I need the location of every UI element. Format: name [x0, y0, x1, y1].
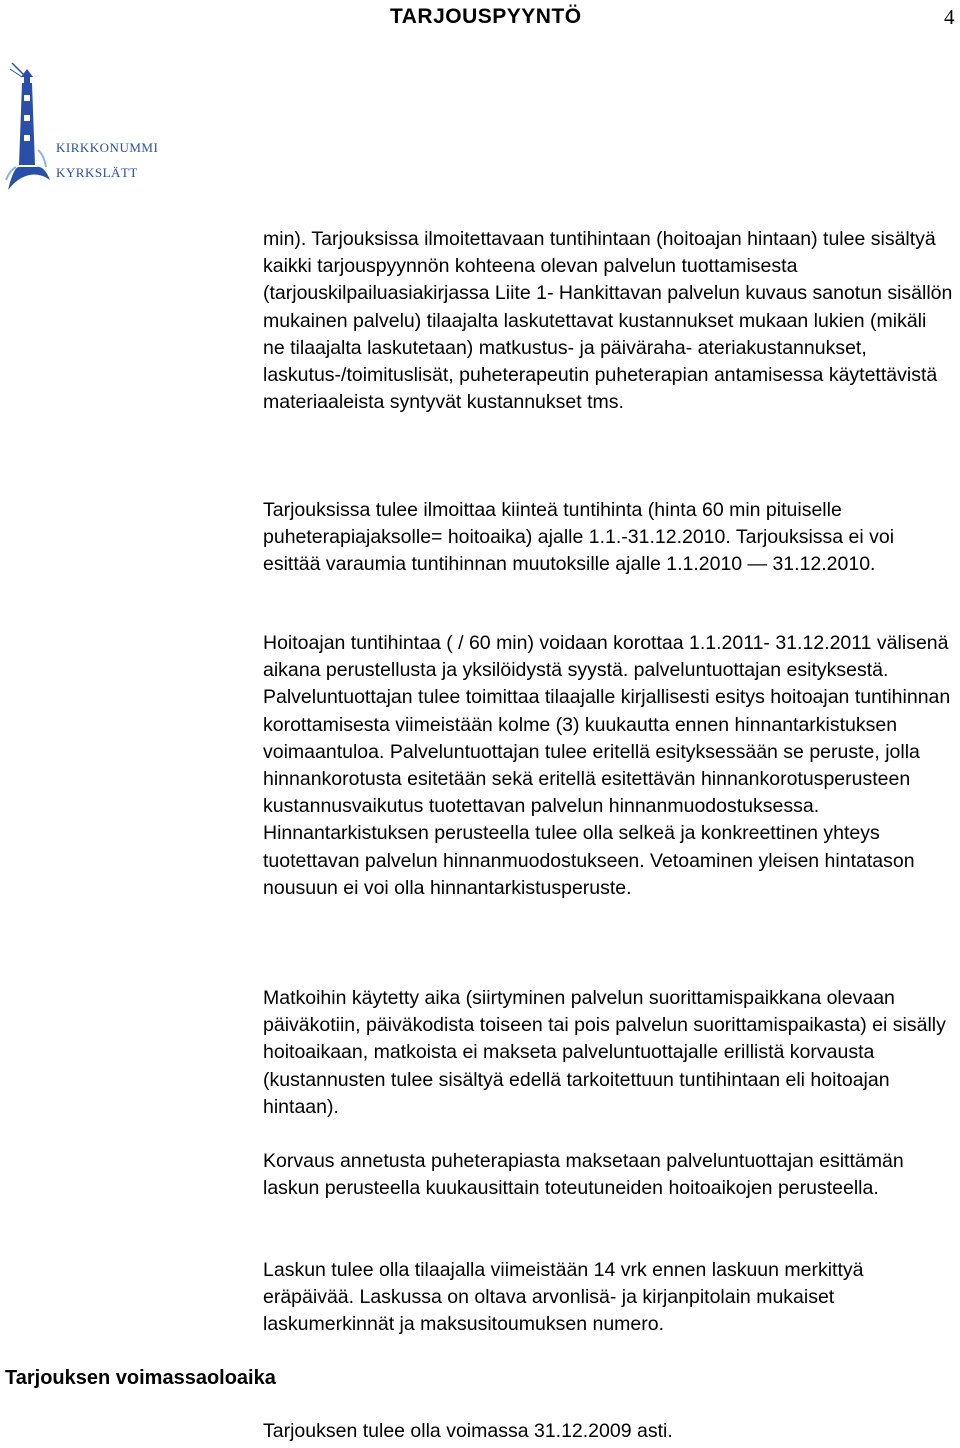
paragraph-travel-time [263, 985, 953, 1121]
paragraph-text: Laskun tulee olla tilaajalla viimeistään 14 vrk ennen laskuun merkittyä eräpäivää. Laskussa on oltava arvonlisä- ja kirjanpitolain mukaiset laskumerkinnät ja maksusitoumuksen numero. [263, 1259, 864, 1336]
paragraph-price-adjustment [263, 630, 953, 902]
logo-text-finnish: KIRKKONUMMI [56, 140, 159, 155]
paragraph-text: Matkoihin käytetty aika (siirtyminen palvelun suorittamispaikkana olevaan päiväkotiin, päiväkodista toiseen tai pois palvelun suorittamispaikasta) ei sisälly hoitoaikaan, matkoista ei makseta palveluntuottajalle erillistä korvausta (kustannusten tulee sisältyä edellä tarkoitettuun tuntihintaan eli hoitoajan hintaan). [263, 987, 946, 1118]
paragraph-compensation [263, 1148, 953, 1202]
paragraph-text: Tarjouksissa tulee ilmoittaa kiinteä tuntihinta (hinta 60 min pituiselle puheterapiajaksolle= hoitoaika) ajalle 1.1.-31.12.2010. Tarjouksissa ei voi esittää varaumia tuntihinnan muutoksille ajalle 1.1.2010 — 31.12.2010. [263, 499, 895, 576]
paragraph-text: Tarjouksen tulee olla voimassa 31.12.2009 asti. [263, 1420, 673, 1442]
paragraph-offer-validity [263, 1418, 953, 1445]
page-number: 4 [944, 5, 955, 29]
paragraph-text: Hoitoajan tuntihintaa ( / 60 min) voidaan korottaa 1.1.2011- 31.12.2011 välisenä aikana perustellusta ja yksilöidystä syystä. palveluntuottajan esityksestä. Palveluntuottajan tulee toimittaa tilaajalle kirjallisesti esitys hoitoajan tuntihinnan korottamisesta viimeistään kolme (3) kuukautta ennen hinnantarkistuksen voimaantuloa. Palveluntuottajan tulee eritellä esityksessään se peruste, jolla hinnankorotusta esitetään sekä eritellä esitettävän hinnankorotusperusteen kustannusvaikutus tuotettavan palvelun hinnanmuodostuksessa. Hinnantarkistuksen perusteella tulee olla selkeä ja konkreettinen yhteys tuotettavan palvelun hinnanmuodostukseen. Vetoaminen yleisen hintatason nousuun ei voi olla hinnantarkistusperuste. [263, 632, 951, 899]
paragraph-invoice [263, 1257, 953, 1339]
logo-text-swedish: KYRKSLÄTT [56, 165, 138, 180]
paragraph-text: min). Tarjouksissa ilmoitettavaan tuntihintaan (hoitoajan hintaan) tulee sisältyä kaikki tarjouspyynnön kohteena olevan palvelun tuottamisesta (tarjouskilpailuasiakirjassa Liite 1- Hankittavan palvelun kuvaus sanotun sisällön mukainen palvelu) tilaajalta laskutettavat kustannukset mukaan lukien (mikäli ne tilaajalta laskutetaan) matkustus- ja päiväraha- ateriakustannukset, laskutus-/toimituslisät, puheterapeutin puheterapian antamisessa käytettävistä materiaaleista syntyvät kustannukset tms. [263, 228, 953, 414]
paragraph-pricing-inclusions [263, 226, 953, 416]
section-heading-offer-validity: Tarjouksen voimassaoloaika [5, 1367, 276, 1389]
document-title: TARJOUSPYYNTÖ [390, 5, 582, 28]
paragraph-text: Korvaus annetusta puheterapiasta maksetaan palveluntuottajan esittämän laskun perusteella kuukausittain toteutuneiden hoitoaikojen perusteella. [263, 1150, 904, 1200]
paragraph-fixed-hourly-rate [263, 497, 953, 579]
municipality-logo [0, 55, 160, 200]
